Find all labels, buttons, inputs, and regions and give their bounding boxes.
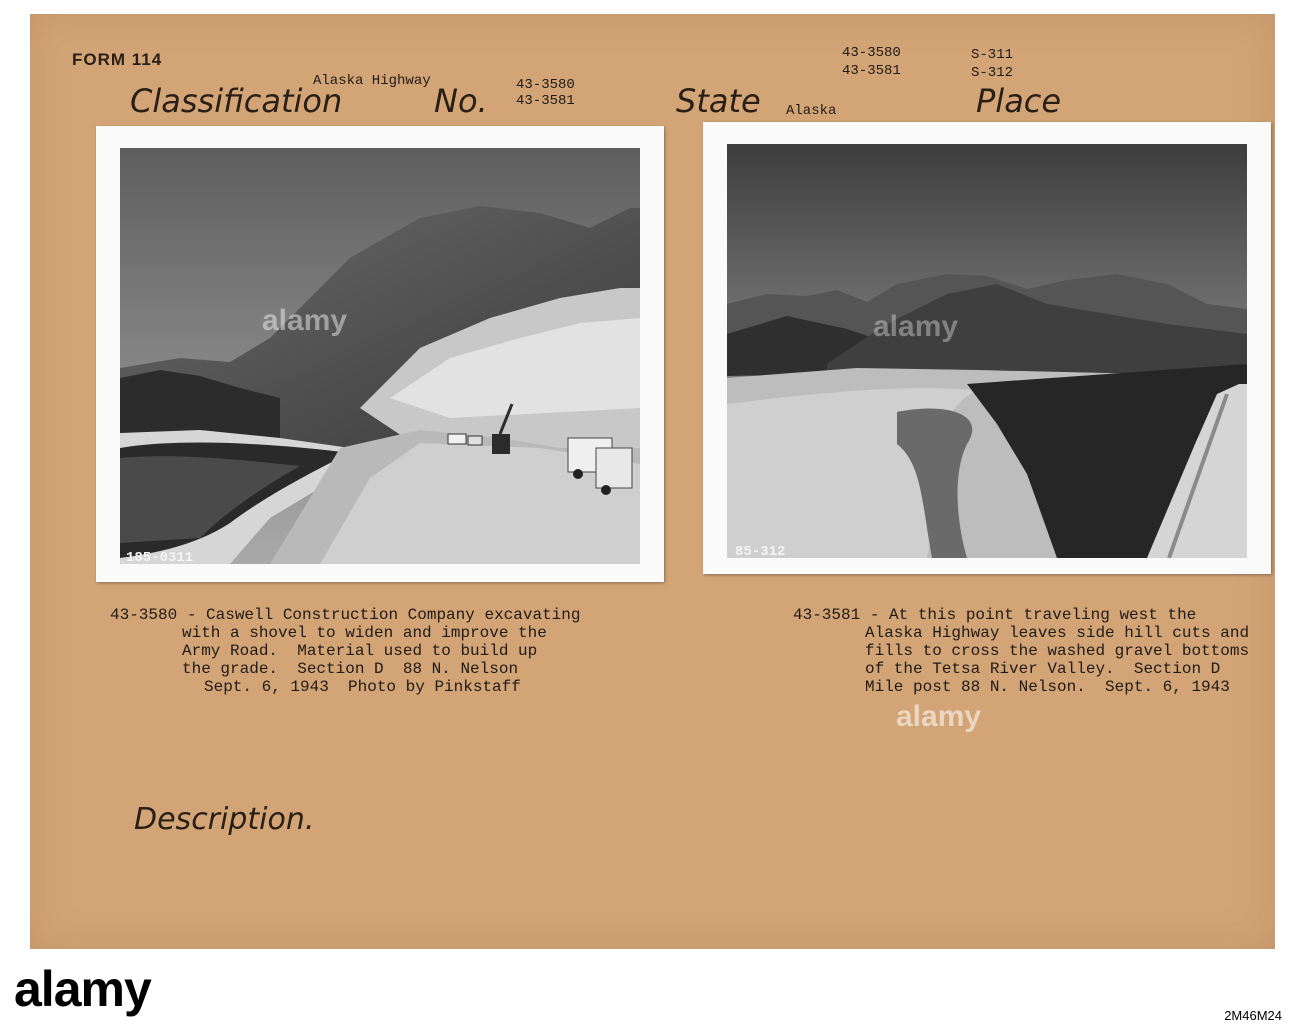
right-negative-number: 85-312 (735, 544, 786, 560)
classification-value: Alaska Highway (313, 73, 431, 89)
archive-form-board (30, 14, 1275, 949)
board-watermark: alamy (896, 700, 982, 733)
number-value-2: 43-3581 (516, 93, 575, 109)
left-caption-line: 43-3580 - Caswell Construction Company excavating (110, 606, 581, 624)
top-code-1: S-311 (971, 47, 1014, 63)
left-negative-number: 185-0311 (126, 550, 194, 566)
watermark-footer (0, 950, 1300, 1034)
alamy-logo: alamy (14, 961, 151, 1017)
left-caption-line: the grade. Section D 88 N. Nelson (182, 660, 519, 678)
place-heading: Place (976, 82, 1062, 120)
watermark-overlay: alamy (262, 304, 348, 337)
right-caption-line: 43-3581 - At this point traveling west the (793, 606, 1197, 624)
right-caption-line: of the Tetsa River Valley. Section D (865, 660, 1221, 678)
photo-excavation (96, 126, 664, 582)
left-caption-line: Army Road. Material used to build up (182, 642, 538, 660)
top-code-2: S-312 (971, 65, 1014, 81)
classification-heading: Classification (130, 82, 343, 120)
photo-excavation-image (120, 148, 640, 564)
top-number-2: 43-3581 (842, 63, 901, 79)
description-heading: Description. (134, 802, 315, 837)
right-caption-line: Alaska Highway leaves side hill cuts and (865, 624, 1250, 642)
number-heading: No. (434, 82, 488, 120)
left-caption (110, 606, 580, 696)
right-caption (793, 606, 1249, 696)
watermark-overlay-2: alamy (873, 310, 959, 343)
photo-tetsa-valley-image (727, 144, 1247, 558)
image-id-label: 2M46M24 (1224, 1008, 1282, 1023)
number-value-1: 43-3580 (516, 77, 575, 93)
state-value: Alaska (786, 103, 837, 119)
left-caption-line: Sept. 6, 1943 Photo by Pinkstaff (204, 678, 521, 696)
state-heading: State (676, 82, 761, 120)
left-caption-line: with a shovel to widen and improve the (182, 624, 547, 642)
photo-tetsa-valley (703, 122, 1271, 574)
right-caption-line: Mile post 88 N. Nelson. Sept. 6, 1943 (865, 678, 1230, 696)
top-number-1: 43-3580 (842, 45, 901, 61)
form-label: FORM 114 (72, 50, 163, 69)
right-caption-line: fills to cross the washed gravel bottoms (865, 642, 1250, 660)
